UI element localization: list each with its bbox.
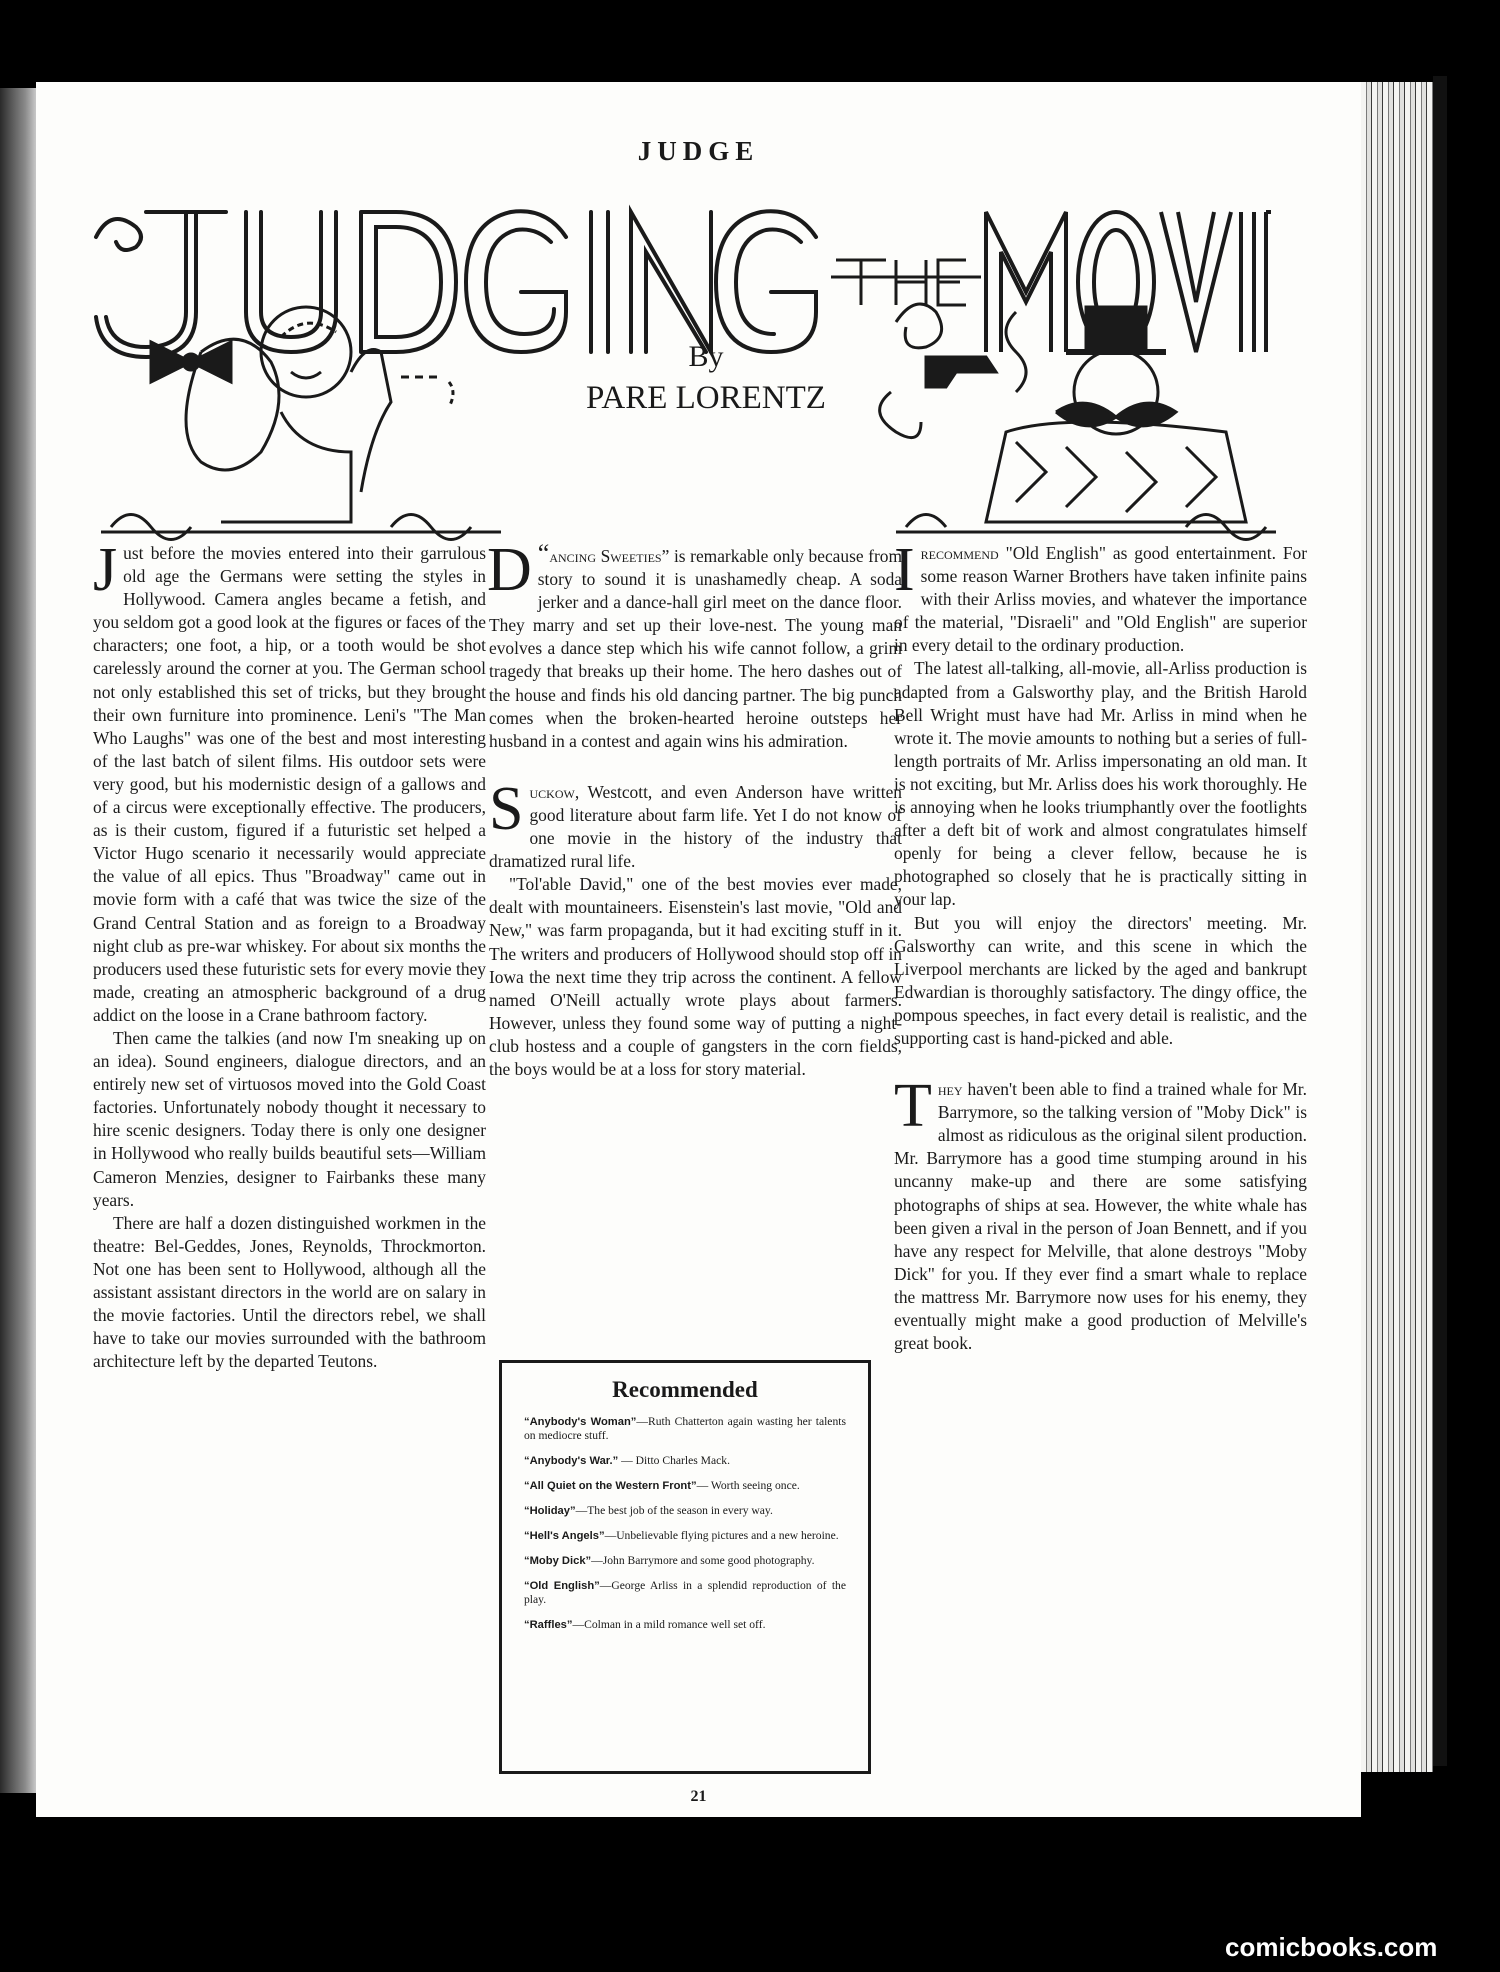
- drop-cap: T: [894, 1072, 932, 1141]
- recommended-box: [499, 1360, 871, 1774]
- recommended-item: “Anybody's Woman”—Ruth Chatterton again wasting her talents on mediocre stuff.: [524, 1415, 846, 1442]
- masthead: JUDGE: [637, 136, 760, 166]
- magazine-page: [36, 82, 1361, 1817]
- recommended-item: “Raffles”—Colman in a mild romance well set off.: [524, 1618, 766, 1631]
- page-number: 21: [690, 1788, 707, 1805]
- paragraph: Then came the talkies (and now I'm sneaking up on an idea). Sound engineers, dialogue directors, and an entirely new set of virtuosos moved into the Gold Coast factories. Unfortunately nobody thought it necessary to hire scenic designers. Today there is only one designer in Hollywood who really builds beautiful sets—William Cameron Menzies, designer to Fairbanks these many years.: [93, 1027, 486, 1210]
- paragraph: Just before the movies entered into their garrulous old age the Germans were setting the styles in Hollywood. Camera angles became a fetish, and you seldom got a good look at the figures or faces of the characters; one foot, a hip, or a tooth would be shot carelessly around the corner at you. The German school not only established this set of tricks, but they brought their own furniture into prominence. Leni's "The Man Who Laughs" was one of the best and most interesting of the last batch of silent films. His outdoor sets were very good, but his modernistic design of a gallows and of a circus were exceptionally effective. The producers, as is their custom, figured if a futuristic set helped a Victor Hugo scenario it necessarily would appreciate the value of all epics. Thus "Broadway" came out in movie form with a café that was twice the size of the Grand Central Station and as foreign to a Broadway night club as pre-war whiskey. For about six months the producers used these futuristic sets for every movie they made, creating an atmospheric background of a drug addict on the loose in a Crane bathroom factory.: [93, 536, 486, 1025]
- recommended-item: “Anybody's War.” — Ditto Charles Mack.: [524, 1454, 730, 1467]
- article-column-1: [93, 536, 486, 1373]
- drop-cap: D: [487, 536, 532, 604]
- drop-cap: I: [894, 536, 915, 604]
- article-column-2: [487, 536, 902, 1081]
- paragraph: "Tol'able David," one of the best movies ever made, dealt with mountaineers. Eisenstein's last movie, "Old and New," was farm propaganda, but it had exciting stuff in it. The writers and producers of Hollywood should stop off in Iowa the next time they trip across the continent. A fellow named O'Neill actually wrote plays about farmers. However, unless they found some way of putting a night-club hostess and a couple of gangsters in the corn fields, the boys would be at a loss for story material.: [489, 874, 902, 1079]
- paragraph: There are half a dozen distinguished workmen in the theatre: Bel-Geddes, Jones, Reynolds, Throckmorton. Not one has been sent to Hollywood, although all the assistant assistant directors in the world are on salary in the movie factories. Until the directors rebel, we shall have to take our movies surrounded with the bathroom architecture left by the departed Teutons.: [93, 1212, 486, 1372]
- byline-author: PARE LORENTZ: [586, 380, 826, 416]
- villain-illustration: [866, 282, 1296, 552]
- recommended-item: “Old English”—George Arliss in a splendid reproduction of the play.: [524, 1579, 846, 1606]
- page-edges: [1361, 82, 1433, 1772]
- paragraph: They haven't been able to find a trained whale for Mr. Barrymore, so the talking version of "Moby Dick" is almost as ridiculous as the original silent production. Mr. Barrymore has a good time stumping around in his uncanny make-up and there are some satisfying photographs of ships at sea. However, the white whale has been given a rival in the person of Joan Bennett, and if you have any respect for Melville, that alone destroys "Moby Dick" for you. If they ever find a smart whale to replace the mattress Mr. Barrymore now uses for his enemy, they eventually might make a good production of Melville's great book.: [894, 1072, 1307, 1354]
- byline-by: By: [688, 340, 724, 373]
- recommended-item: “Holiday”—The best job of the season in every way.: [524, 1504, 773, 1517]
- recommended-item: “All Quiet on the Western Front”— Worth seeing once.: [524, 1479, 800, 1492]
- recommended-item: “Moby Dick”—John Barrymore and some good photography.: [524, 1554, 815, 1567]
- paragraph: “ D ancing Sweeties” is remarkable only because from story to sound it is unashamedly cheap. A soda jerker and a dance-hall girl meet on the dance floor. They marry and set up their love-nest. The young man evolves a dance step which his wife cannot follow, a grim tragedy that breaks up their home. The hero dashes out of the house and finds his old dancing partner. The big punch comes when the broken-hearted heroine outsteps her husband in a contest and again wins his admiration.: [487, 536, 902, 751]
- paragraph: Suckow, Westcott, and even Anderson have written good literature about farm life. Yet I do not know of one movie in the history of the industry that dramatized rural life.: [489, 774, 902, 872]
- paragraph: But you will enjoy the directors' meeting. Mr. Galsworthy can write, and this scene in which the Liverpool merchants are licked by the aged and bankrupt Edwardian is thoroughly satisfactory. The dingy office, the pompous speeches, in fact every detail is realistic, and the supporting cast is hand-picked and able.: [894, 912, 1307, 1048]
- article-column-3: [894, 536, 1307, 1355]
- drop-cap: J: [93, 536, 118, 604]
- recommended-title: Recommended: [612, 1377, 758, 1402]
- book-binding: [0, 88, 36, 1793]
- cover-edge: [1433, 76, 1447, 1766]
- paragraph: The latest all-talking, all-movie, all-Arliss production is adapted from a Galsworthy play, and the British Harold Bell Wright must have had Mr. Arliss in mind when he wrote it. The movie amounts to nothing but a series of full-length portraits of Mr. Arliss impersonating an old man. It is not exciting, but Mr. Arliss does his work thoroughly. He is annoying when he looks triumphantly over the footlights after a deft bit of work and almost congratulates himself openly for being a clever fellow, because he is photographed so closely that he is practically sitting in your lap.: [894, 658, 1307, 910]
- drop-cap: S: [489, 774, 524, 843]
- recommended-item: “Hell's Angels”—Unbelievable flying pictures and a new heroine.: [524, 1529, 839, 1542]
- watermark: comicbooks.com: [1225, 1932, 1438, 1962]
- paragraph: Irecommend "Old English" as good entertainment. For some reason Warner Brothers have taken infinite pains with their Arliss movies, and whatever the importance of the material, "Disraeli" and "Old English" are superior in every detail to the ordinary production.: [894, 536, 1307, 656]
- couple-illustration: [91, 282, 511, 552]
